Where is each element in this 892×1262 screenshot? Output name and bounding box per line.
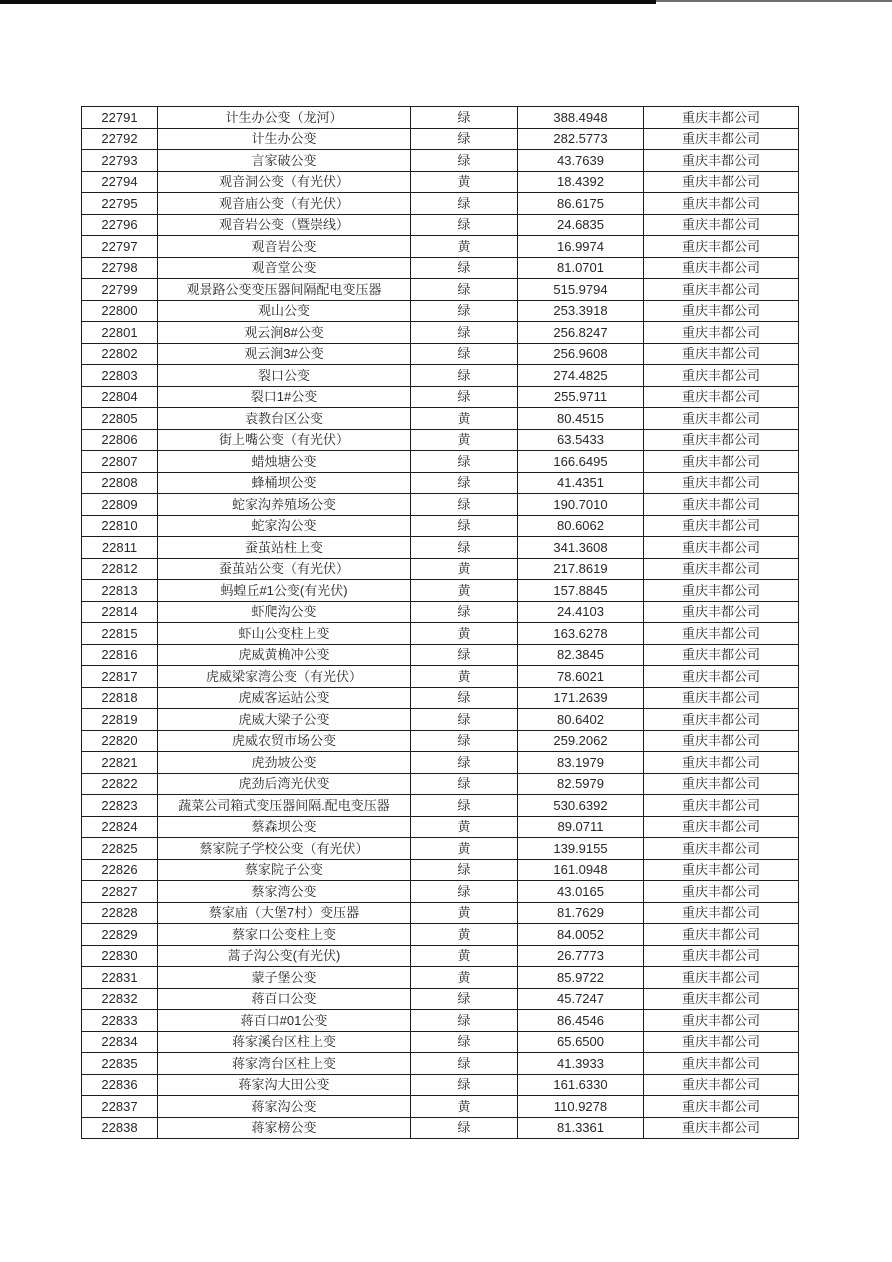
cell-company-name: 重庆丰都公司 — [644, 752, 799, 774]
table-row — [82, 279, 799, 301]
scan-edge-line-dark — [0, 0, 656, 4]
cell-load-value: 81.0701 — [518, 257, 644, 279]
cell-status-color: 绿 — [411, 193, 518, 215]
cell-status-color: 绿 — [411, 988, 518, 1010]
cell-record-id: 22822 — [82, 773, 158, 795]
cell-record-id: 22831 — [82, 967, 158, 989]
table-row — [82, 107, 799, 129]
cell-status-color: 绿 — [411, 494, 518, 516]
cell-record-id: 22807 — [82, 451, 158, 473]
cell-record-id: 22835 — [82, 1053, 158, 1075]
table-row — [82, 601, 799, 623]
cell-transformer-name: 观云涧8#公变 — [158, 322, 411, 344]
cell-transformer-name: 计生办公变（龙河） — [158, 107, 411, 129]
cell-company-name: 重庆丰都公司 — [644, 300, 799, 322]
cell-transformer-name: 蒋百口#01公变 — [158, 1010, 411, 1032]
cell-load-value: 274.4825 — [518, 365, 644, 387]
cell-record-id: 22825 — [82, 838, 158, 860]
cell-company-name: 重庆丰都公司 — [644, 257, 799, 279]
cell-status-color: 黄 — [411, 902, 518, 924]
table-row — [82, 343, 799, 365]
cell-company-name: 重庆丰都公司 — [644, 472, 799, 494]
cell-company-name: 重庆丰都公司 — [644, 816, 799, 838]
cell-status-color: 绿 — [411, 386, 518, 408]
cell-status-color: 绿 — [411, 537, 518, 559]
cell-load-value: 82.3845 — [518, 644, 644, 666]
cell-load-value: 83.1979 — [518, 752, 644, 774]
cell-load-value: 515.9794 — [518, 279, 644, 301]
cell-load-value: 255.9711 — [518, 386, 644, 408]
cell-record-id: 22801 — [82, 322, 158, 344]
cell-record-id: 22800 — [82, 300, 158, 322]
cell-record-id: 22821 — [82, 752, 158, 774]
cell-transformer-name: 观音洞公变（有光伏） — [158, 171, 411, 193]
cell-transformer-name: 蒋家沟公变 — [158, 1096, 411, 1118]
cell-record-id: 22792 — [82, 128, 158, 150]
cell-status-color: 绿 — [411, 451, 518, 473]
cell-status-color: 黄 — [411, 623, 518, 645]
cell-record-id: 22838 — [82, 1117, 158, 1139]
cell-status-color: 绿 — [411, 107, 518, 129]
cell-record-id: 22791 — [82, 107, 158, 129]
cell-company-name: 重庆丰都公司 — [644, 1096, 799, 1118]
table-row — [82, 580, 799, 602]
cell-load-value: 63.5433 — [518, 429, 644, 451]
cell-load-value: 81.3361 — [518, 1117, 644, 1139]
cell-load-value: 45.7247 — [518, 988, 644, 1010]
cell-status-color: 黄 — [411, 1096, 518, 1118]
cell-company-name: 重庆丰都公司 — [644, 1117, 799, 1139]
cell-load-value: 161.0948 — [518, 859, 644, 881]
cell-company-name: 重庆丰都公司 — [644, 859, 799, 881]
cell-status-color: 绿 — [411, 214, 518, 236]
cell-transformer-name: 蒋家榜公变 — [158, 1117, 411, 1139]
table-row — [82, 472, 799, 494]
cell-status-color: 黄 — [411, 429, 518, 451]
cell-company-name: 重庆丰都公司 — [644, 730, 799, 752]
cell-record-id: 22796 — [82, 214, 158, 236]
cell-company-name: 重庆丰都公司 — [644, 666, 799, 688]
cell-transformer-name: 虎威黄桷冲公变 — [158, 644, 411, 666]
cell-transformer-name: 蒙子堡公变 — [158, 967, 411, 989]
cell-record-id: 22829 — [82, 924, 158, 946]
cell-status-color: 黄 — [411, 816, 518, 838]
cell-record-id: 22812 — [82, 558, 158, 580]
cell-company-name: 重庆丰都公司 — [644, 1074, 799, 1096]
cell-status-color: 绿 — [411, 257, 518, 279]
cell-company-name: 重庆丰都公司 — [644, 580, 799, 602]
cell-load-value: 65.6500 — [518, 1031, 644, 1053]
table-row — [82, 945, 799, 967]
cell-status-color: 绿 — [411, 1117, 518, 1139]
cell-company-name: 重庆丰都公司 — [644, 687, 799, 709]
cell-load-value: 259.2062 — [518, 730, 644, 752]
cell-record-id: 22826 — [82, 859, 158, 881]
cell-record-id: 22823 — [82, 795, 158, 817]
cell-transformer-name: 观云涧3#公变 — [158, 343, 411, 365]
table-row — [82, 816, 799, 838]
cell-company-name: 重庆丰都公司 — [644, 623, 799, 645]
cell-load-value: 190.7010 — [518, 494, 644, 516]
cell-transformer-name: 蜡烛塘公变 — [158, 451, 411, 473]
cell-transformer-name: 虎劲后湾光伏变 — [158, 773, 411, 795]
cell-load-value: 41.3933 — [518, 1053, 644, 1075]
cell-company-name: 重庆丰都公司 — [644, 150, 799, 172]
cell-status-color: 绿 — [411, 343, 518, 365]
cell-record-id: 22837 — [82, 1096, 158, 1118]
cell-transformer-name: 言家破公变 — [158, 150, 411, 172]
cell-record-id: 22809 — [82, 494, 158, 516]
cell-company-name: 重庆丰都公司 — [644, 1010, 799, 1032]
cell-status-color: 绿 — [411, 1031, 518, 1053]
cell-company-name: 重庆丰都公司 — [644, 967, 799, 989]
cell-record-id: 22819 — [82, 709, 158, 731]
cell-status-color: 绿 — [411, 859, 518, 881]
cell-load-value: 82.5979 — [518, 773, 644, 795]
cell-record-id: 22836 — [82, 1074, 158, 1096]
cell-load-value: 16.9974 — [518, 236, 644, 258]
cell-status-color: 黄 — [411, 236, 518, 258]
cell-company-name: 重庆丰都公司 — [644, 988, 799, 1010]
cell-status-color: 黄 — [411, 580, 518, 602]
table-row — [82, 773, 799, 795]
cell-record-id: 22794 — [82, 171, 158, 193]
table-body — [82, 107, 799, 1139]
scan-edge-line-light — [656, 0, 892, 2]
cell-transformer-name: 观景路公变变压器间隔配电变压器 — [158, 279, 411, 301]
table-row — [82, 730, 799, 752]
cell-record-id: 22817 — [82, 666, 158, 688]
cell-transformer-name: 蚕茧站公变（有光伏） — [158, 558, 411, 580]
cell-company-name: 重庆丰都公司 — [644, 279, 799, 301]
cell-record-id: 22816 — [82, 644, 158, 666]
cell-transformer-name: 观音岩公变 — [158, 236, 411, 258]
table-row — [82, 623, 799, 645]
cell-load-value: 80.4515 — [518, 408, 644, 430]
cell-company-name: 重庆丰都公司 — [644, 193, 799, 215]
cell-status-color: 绿 — [411, 881, 518, 903]
cell-status-color: 黄 — [411, 924, 518, 946]
cell-load-value: 24.4103 — [518, 601, 644, 623]
table-row — [82, 322, 799, 344]
cell-transformer-name: 蜂桶坝公变 — [158, 472, 411, 494]
table-row — [82, 193, 799, 215]
cell-company-name: 重庆丰都公司 — [644, 924, 799, 946]
cell-status-color: 绿 — [411, 773, 518, 795]
cell-transformer-name: 蛇家沟公变 — [158, 515, 411, 537]
table-row — [82, 666, 799, 688]
table-row — [82, 429, 799, 451]
cell-company-name: 重庆丰都公司 — [644, 343, 799, 365]
cell-status-color: 绿 — [411, 300, 518, 322]
cell-status-color: 黄 — [411, 408, 518, 430]
table-row — [82, 859, 799, 881]
cell-transformer-name: 蔡家湾公变 — [158, 881, 411, 903]
cell-company-name: 重庆丰都公司 — [644, 386, 799, 408]
cell-record-id: 22834 — [82, 1031, 158, 1053]
cell-transformer-name: 虎威大梁子公变 — [158, 709, 411, 731]
table-row — [82, 214, 799, 236]
table-row — [82, 365, 799, 387]
table-row — [82, 257, 799, 279]
cell-record-id: 22806 — [82, 429, 158, 451]
cell-record-id: 22802 — [82, 343, 158, 365]
cell-load-value: 81.7629 — [518, 902, 644, 924]
table-row — [82, 300, 799, 322]
cell-company-name: 重庆丰都公司 — [644, 838, 799, 860]
cell-load-value: 80.6062 — [518, 515, 644, 537]
cell-transformer-name: 计生办公变 — [158, 128, 411, 150]
cell-record-id: 22813 — [82, 580, 158, 602]
cell-company-name: 重庆丰都公司 — [644, 107, 799, 129]
cell-load-value: 282.5773 — [518, 128, 644, 150]
cell-company-name: 重庆丰都公司 — [644, 1031, 799, 1053]
cell-status-color: 绿 — [411, 752, 518, 774]
cell-status-color: 绿 — [411, 709, 518, 731]
cell-status-color: 黄 — [411, 838, 518, 860]
cell-record-id: 22824 — [82, 816, 158, 838]
cell-transformer-name: 虎威梁家湾公变（有光伏） — [158, 666, 411, 688]
cell-transformer-name: 蔡家院子学校公变（有光伏） — [158, 838, 411, 860]
cell-company-name: 重庆丰都公司 — [644, 1053, 799, 1075]
cell-load-value: 86.6175 — [518, 193, 644, 215]
table-row — [82, 1010, 799, 1032]
cell-company-name: 重庆丰都公司 — [644, 494, 799, 516]
cell-transformer-name: 观音堂公变 — [158, 257, 411, 279]
cell-load-value: 171.2639 — [518, 687, 644, 709]
table-row — [82, 709, 799, 731]
cell-load-value: 388.4948 — [518, 107, 644, 129]
cell-load-value: 26.7773 — [518, 945, 644, 967]
table-row — [82, 1053, 799, 1075]
table-row — [82, 644, 799, 666]
table-row — [82, 988, 799, 1010]
cell-load-value: 166.6495 — [518, 451, 644, 473]
cell-transformer-name: 蔡家口公变柱上变 — [158, 924, 411, 946]
cell-load-value: 43.7639 — [518, 150, 644, 172]
cell-company-name: 重庆丰都公司 — [644, 558, 799, 580]
cell-company-name: 重庆丰都公司 — [644, 515, 799, 537]
cell-record-id: 22805 — [82, 408, 158, 430]
cell-status-color: 绿 — [411, 730, 518, 752]
cell-status-color: 绿 — [411, 515, 518, 537]
cell-status-color: 绿 — [411, 644, 518, 666]
cell-status-color: 绿 — [411, 1010, 518, 1032]
cell-load-value: 89.0711 — [518, 816, 644, 838]
cell-transformer-name: 袁教台区公变 — [158, 408, 411, 430]
table-row — [82, 687, 799, 709]
cell-load-value: 41.4351 — [518, 472, 644, 494]
cell-status-color: 绿 — [411, 365, 518, 387]
cell-company-name: 重庆丰都公司 — [644, 322, 799, 344]
table-row — [82, 881, 799, 903]
cell-company-name: 重庆丰都公司 — [644, 128, 799, 150]
cell-status-color: 绿 — [411, 472, 518, 494]
cell-load-value: 163.6278 — [518, 623, 644, 645]
cell-record-id: 22830 — [82, 945, 158, 967]
table-row — [82, 171, 799, 193]
cell-record-id: 22828 — [82, 902, 158, 924]
cell-load-value: 24.6835 — [518, 214, 644, 236]
cell-record-id: 22814 — [82, 601, 158, 623]
cell-status-color: 黄 — [411, 666, 518, 688]
cell-company-name: 重庆丰都公司 — [644, 171, 799, 193]
cell-transformer-name: 虎劲坡公变 — [158, 752, 411, 774]
cell-transformer-name: 蚕茧站柱上变 — [158, 537, 411, 559]
table-row — [82, 967, 799, 989]
cell-transformer-name: 虎威农贸市场公变 — [158, 730, 411, 752]
cell-load-value: 256.9608 — [518, 343, 644, 365]
cell-record-id: 22827 — [82, 881, 158, 903]
cell-record-id: 22833 — [82, 1010, 158, 1032]
cell-load-value: 78.6021 — [518, 666, 644, 688]
cell-load-value: 18.4392 — [518, 171, 644, 193]
cell-status-color: 绿 — [411, 1074, 518, 1096]
cell-transformer-name: 虎威客运站公变 — [158, 687, 411, 709]
cell-status-color: 绿 — [411, 601, 518, 623]
cell-transformer-name: 蚂蝗丘#1公变(有光伏) — [158, 580, 411, 602]
cell-status-color: 绿 — [411, 128, 518, 150]
cell-transformer-name: 蛇家沟养殖场公变 — [158, 494, 411, 516]
cell-transformer-name: 街上嘴公变（有光伏） — [158, 429, 411, 451]
cell-status-color: 绿 — [411, 150, 518, 172]
cell-load-value: 341.3608 — [518, 537, 644, 559]
transformer-record-table — [81, 106, 799, 1139]
cell-record-id: 22795 — [82, 193, 158, 215]
cell-load-value: 217.8619 — [518, 558, 644, 580]
cell-record-id: 22811 — [82, 537, 158, 559]
cell-status-color: 黄 — [411, 967, 518, 989]
cell-record-id: 22798 — [82, 257, 158, 279]
cell-transformer-name: 蔬菜公司箱式变压器间隔.配电变压器 — [158, 795, 411, 817]
cell-record-id: 22818 — [82, 687, 158, 709]
cell-record-id: 22797 — [82, 236, 158, 258]
cell-company-name: 重庆丰都公司 — [644, 451, 799, 473]
cell-load-value: 110.9278 — [518, 1096, 644, 1118]
cell-record-id: 22793 — [82, 150, 158, 172]
cell-record-id: 22832 — [82, 988, 158, 1010]
cell-transformer-name: 虾山公变柱上变 — [158, 623, 411, 645]
cell-load-value: 80.6402 — [518, 709, 644, 731]
cell-company-name: 重庆丰都公司 — [644, 601, 799, 623]
table-row — [82, 838, 799, 860]
cell-record-id: 22810 — [82, 515, 158, 537]
cell-transformer-name: 蔡家院子公变 — [158, 859, 411, 881]
cell-record-id: 22808 — [82, 472, 158, 494]
table-row — [82, 1096, 799, 1118]
cell-transformer-name: 裂口1#公变 — [158, 386, 411, 408]
cell-company-name: 重庆丰都公司 — [644, 365, 799, 387]
table-row — [82, 128, 799, 150]
cell-company-name: 重庆丰都公司 — [644, 945, 799, 967]
table-row — [82, 924, 799, 946]
cell-status-color: 绿 — [411, 322, 518, 344]
cell-status-color: 黄 — [411, 558, 518, 580]
cell-load-value: 139.9155 — [518, 838, 644, 860]
cell-transformer-name: 蒋家沟大田公变 — [158, 1074, 411, 1096]
cell-load-value: 84.0052 — [518, 924, 644, 946]
cell-transformer-name: 观山公变 — [158, 300, 411, 322]
cell-load-value: 253.3918 — [518, 300, 644, 322]
cell-company-name: 重庆丰都公司 — [644, 902, 799, 924]
cell-company-name: 重庆丰都公司 — [644, 709, 799, 731]
cell-status-color: 绿 — [411, 795, 518, 817]
cell-transformer-name: 蒋家溪台区柱上变 — [158, 1031, 411, 1053]
cell-transformer-name: 蔡家庙（大堡7村）变压器 — [158, 902, 411, 924]
cell-company-name: 重庆丰都公司 — [644, 773, 799, 795]
table-row — [82, 408, 799, 430]
cell-status-color: 绿 — [411, 687, 518, 709]
table-row — [82, 902, 799, 924]
cell-company-name: 重庆丰都公司 — [644, 881, 799, 903]
cell-transformer-name: 观音庙公变（有光伏） — [158, 193, 411, 215]
cell-transformer-name: 蔡森坝公变 — [158, 816, 411, 838]
cell-transformer-name: 蒋家湾台区柱上变 — [158, 1053, 411, 1075]
cell-status-color: 黄 — [411, 171, 518, 193]
table-row — [82, 150, 799, 172]
cell-transformer-name: 裂口公变 — [158, 365, 411, 387]
cell-record-id: 22799 — [82, 279, 158, 301]
cell-record-id: 22815 — [82, 623, 158, 645]
table-row — [82, 515, 799, 537]
table-row — [82, 451, 799, 473]
cell-company-name: 重庆丰都公司 — [644, 795, 799, 817]
table-row — [82, 558, 799, 580]
cell-load-value: 43.0165 — [518, 881, 644, 903]
table-row — [82, 752, 799, 774]
table-row — [82, 795, 799, 817]
table-row — [82, 236, 799, 258]
cell-record-id: 22820 — [82, 730, 158, 752]
cell-status-color: 黄 — [411, 945, 518, 967]
table-row — [82, 1117, 799, 1139]
cell-company-name: 重庆丰都公司 — [644, 214, 799, 236]
cell-status-color: 绿 — [411, 1053, 518, 1075]
cell-record-id: 22804 — [82, 386, 158, 408]
table-row — [82, 537, 799, 559]
cell-transformer-name: 虾爬沟公变 — [158, 601, 411, 623]
table-row — [82, 1031, 799, 1053]
cell-status-color: 绿 — [411, 279, 518, 301]
cell-company-name: 重庆丰都公司 — [644, 644, 799, 666]
cell-company-name: 重庆丰都公司 — [644, 236, 799, 258]
cell-transformer-name: 蒿子沟公变(有光伏) — [158, 945, 411, 967]
table-row — [82, 386, 799, 408]
cell-company-name: 重庆丰都公司 — [644, 537, 799, 559]
cell-load-value: 85.9722 — [518, 967, 644, 989]
cell-transformer-name: 观音岩公变（暨崇线） — [158, 214, 411, 236]
cell-record-id: 22803 — [82, 365, 158, 387]
cell-load-value: 256.8247 — [518, 322, 644, 344]
table-row — [82, 1074, 799, 1096]
cell-load-value: 161.6330 — [518, 1074, 644, 1096]
cell-transformer-name: 蒋百口公变 — [158, 988, 411, 1010]
cell-load-value: 530.6392 — [518, 795, 644, 817]
cell-load-value: 86.4546 — [518, 1010, 644, 1032]
cell-company-name: 重庆丰都公司 — [644, 429, 799, 451]
table-row — [82, 494, 799, 516]
cell-company-name: 重庆丰都公司 — [644, 408, 799, 430]
cell-load-value: 157.8845 — [518, 580, 644, 602]
